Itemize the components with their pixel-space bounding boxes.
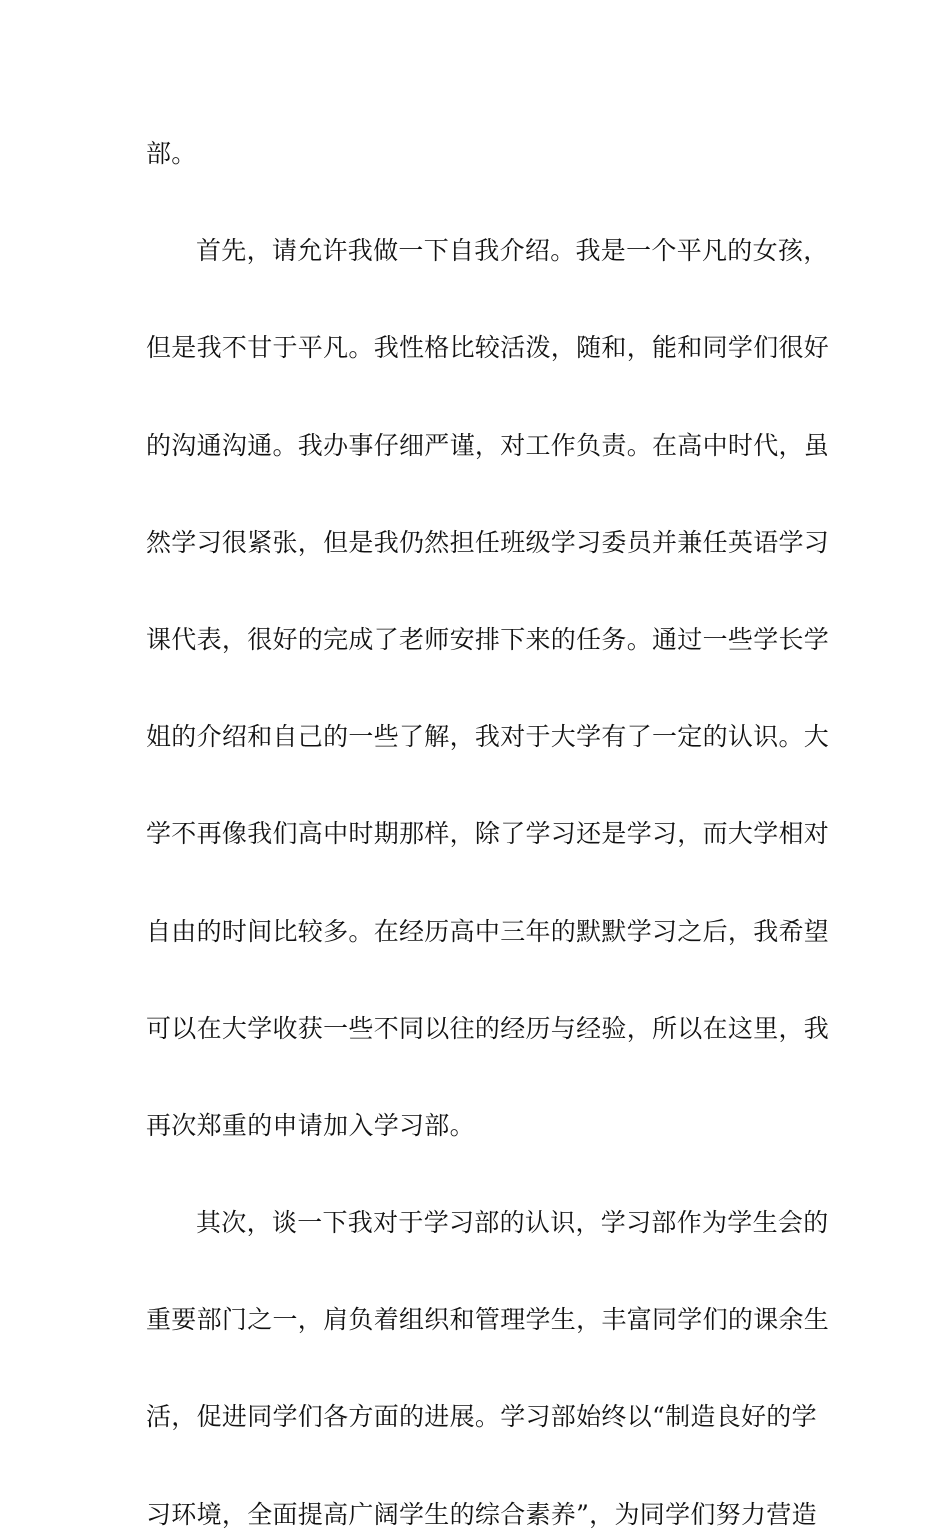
blank-line <box>146 1248 816 1297</box>
blank-line <box>146 179 816 228</box>
blank-line <box>146 1345 816 1394</box>
text-line: 部。 <box>146 139 197 168</box>
blank-line <box>146 1150 816 1199</box>
text-line: 自由的时间比较多。在经历高中三年的默默学习之后，我希望 <box>146 916 830 946</box>
text-line: 其次，谈一下我对于学习部的认识，学习部作为学生会的 <box>196 1208 829 1238</box>
text-line: 姐的介绍和自己的一些了解，我对于大学有了一定的认识。大 <box>146 722 830 752</box>
text-line: 习环境，全面提高广阔学生的综合素养”，为同学们努力营造 <box>146 1499 817 1529</box>
blank-line <box>146 567 816 616</box>
blank-line <box>146 1442 816 1491</box>
blank-line <box>146 762 816 811</box>
text-line: 首先，请允许我做一下自我介绍。我是一个平凡的女孩， <box>196 236 829 266</box>
blank-line <box>146 665 816 714</box>
blank-line <box>146 859 816 908</box>
text-line: 然学习很紧张，但是我仍然担任班级学习委员并兼任英语学习 <box>146 527 830 557</box>
text-line: 再次郑重的申请加入学习部。 <box>146 1110 475 1140</box>
text-line: 但是我不甘于平凡。我性格比较活泼，随和，能和同学们很好 <box>146 333 830 363</box>
blank-line <box>146 373 816 422</box>
blank-line <box>146 276 816 325</box>
text-line: 活，促进同学们各方面的进展。学习部始终以“制造良好的学 <box>146 1402 817 1432</box>
text-line: 的沟通沟通。我办事仔细严谨，对工作负责。在高中时代，虽 <box>146 430 830 460</box>
blank-line <box>146 470 816 519</box>
blank-line <box>146 956 816 1005</box>
text-line: 可以在大学收获一些不同以往的经历与经验，所以在这里，我 <box>146 1013 830 1043</box>
text-line: 课代表，很好的完成了老师安排下来的任务。通过一些学长学 <box>146 624 830 654</box>
text-line: 学不再像我们高中时期那样，除了学习还是学习，而大学相对 <box>146 819 830 849</box>
body-text <box>146 130 830 1539</box>
blank-line <box>146 1053 816 1102</box>
text-line: 重要部门之一，肩负着组织和管理学生，丰富同学们的课余生 <box>146 1305 830 1335</box>
